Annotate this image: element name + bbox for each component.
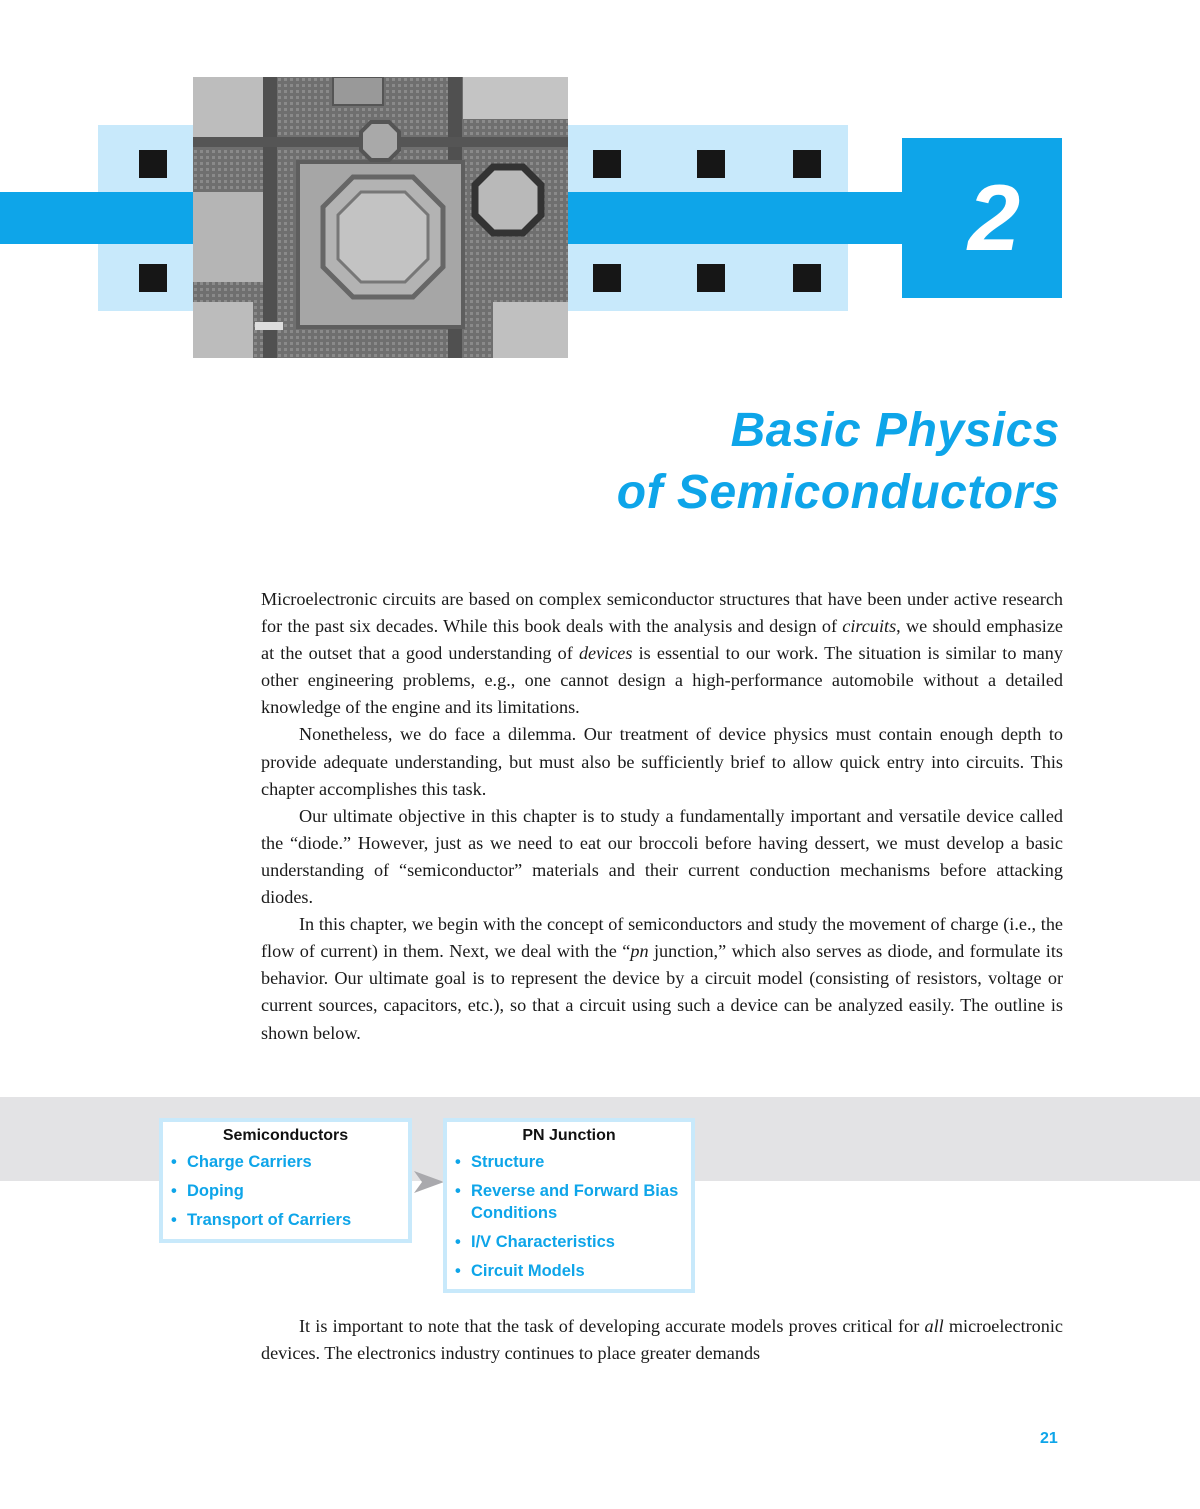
chapter-title-line2: of Semiconductors (616, 466, 1060, 519)
outline-item: • Structure (455, 1151, 691, 1173)
outline-item: • Reverse and Forward Bias Conditions (455, 1180, 691, 1224)
outline-item: • Circuit Models (455, 1260, 691, 1282)
outline-box-title: PN Junction (522, 1127, 616, 1144)
paragraph: Nonetheless, we do face a dilemma. Our treatment of device physics must contain enough depth to provide adequate understanding, but must also be sufficiently brief to allow quick entry into circuits. This chapter accomplishes this task. (261, 724, 1063, 799)
chapter-title-line1: Basic Physics (730, 404, 1060, 457)
paragraph: Microelectronic circuits are based on complex semiconductor structures that have been under active research for the past six decades. While this book deals with the analysis and design of circuits, we should emphasize at the outset that a good understanding of devices is essential to our work. The situation is similar to many other engineering problems, e.g., one cannot design a high-performance automobile without a detailed knowledge of the engine and its limitations. (261, 589, 1063, 718)
decor-square (139, 150, 167, 178)
arrow-icon (412, 1168, 446, 1201)
decor-square (793, 150, 821, 178)
decor-square (697, 264, 725, 292)
outline-list (163, 1151, 408, 1231)
outline-list (447, 1151, 691, 1282)
outline-box-title: Semiconductors (222, 1127, 349, 1144)
outline-item: • Doping (171, 1180, 408, 1202)
page-number: 21 (1040, 1430, 1058, 1447)
paragraph: Our ultimate objective in this chapter is to study a fundamentally important and versatile device called the “diode.” However, just as we need to eat our broccoli before having dessert, we must develop a basic understanding of “semiconductor” materials and their current conduction mechanisms before attacking diodes. (261, 805, 1063, 908)
decor-square (593, 150, 621, 178)
decor-square (593, 264, 621, 292)
intro-text (261, 586, 1063, 1047)
decor-square (793, 264, 821, 292)
chapter-number: 2 (967, 165, 1021, 270)
outline-box-pn-junction (443, 1118, 695, 1293)
decor-square (139, 264, 167, 292)
chapter-title (617, 400, 1060, 524)
outline-item: • I/V Characteristics (455, 1231, 691, 1253)
closing-text (261, 1313, 1063, 1367)
outline-box-semiconductors (159, 1118, 412, 1243)
outline-item: • Transport of Carriers (171, 1209, 408, 1231)
decor-square (697, 150, 725, 178)
paragraph: It is important to note that the task of developing accurate models proves critical for all microelectronic devices. The electronics industry continues to place greater demands (261, 1316, 1063, 1364)
chapter-number-box (902, 138, 1062, 298)
paragraph: In this chapter, we begin with the concept of semiconductors and study the movement of charge (i.e., the flow of current) in them. Next, we deal with the “pn junction,” which also serves as diode, and formulate its behavior. Our ultimate goal is to represent the device by a circuit model (consisting of resistors, voltage or current sources, capacitors, etc.), so that a circuit using such a device can be analyzed easily. The outline is shown below. (261, 914, 1063, 1043)
chip-micrograph-image (193, 77, 568, 358)
outline-item: • Charge Carriers (171, 1151, 408, 1173)
